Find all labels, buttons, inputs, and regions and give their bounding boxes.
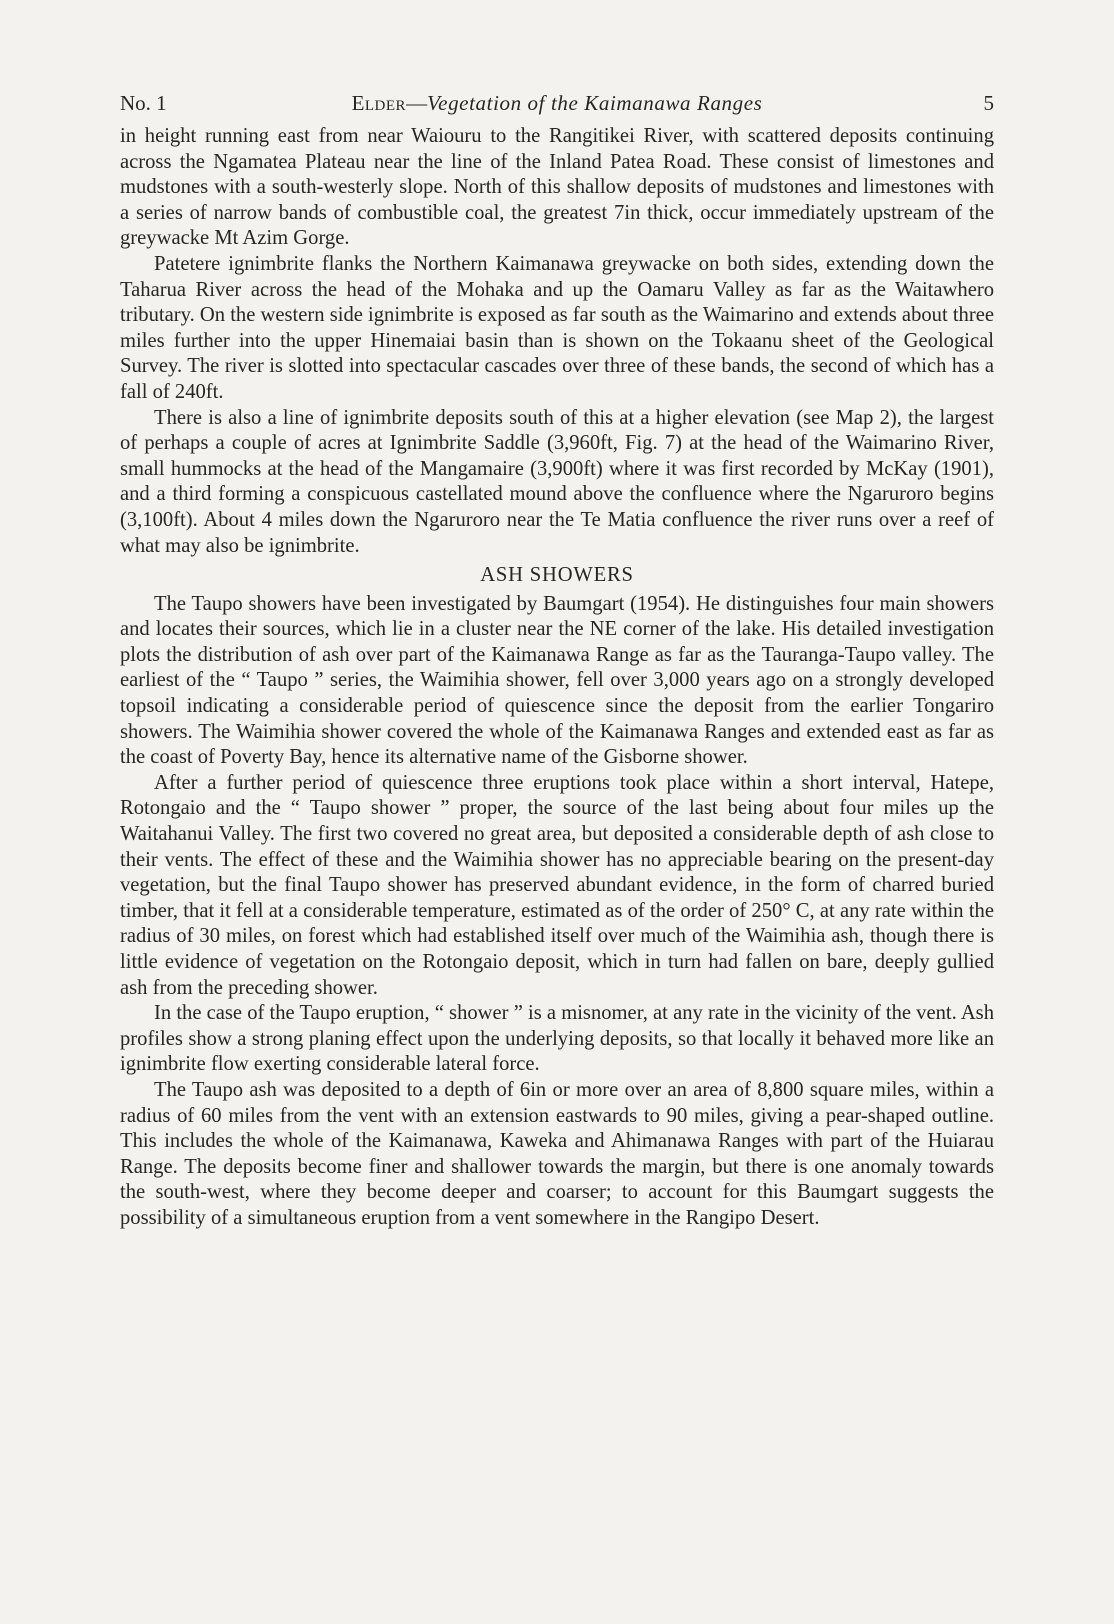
issue-number: No. 1 bbox=[120, 91, 167, 115]
paragraph-ignimbrite-deposits: There is also a line of ignimbrite deposits south of this at a higher elevation (see Map 2), the largest of perhaps a couple of acres at Ignimbrite Saddle (3,960ft, Fig. 7) at the head of the Waimarino River, small hummocks at the head of the Mangamaire (3,900ft) where it was first recorded by McKay (1901), and a third forming a conspicuous castellated mound above the confluence where the Ngaruroro begins (3,100ft). About 4 miles down the Ngaruroro near the Te Matia confluence the river runs over a reef of what may also be ignimbrite. bbox=[120, 406, 994, 557]
running-title bbox=[120, 86, 994, 120]
page-number: 5 bbox=[983, 91, 994, 115]
article-title: Vegetation of the Kaimanawa Ranges bbox=[427, 91, 763, 115]
section-heading-ash-showers: ASH SHOWERS bbox=[480, 564, 634, 587]
paragraph-taupo-eruption: In the case of the Taupo eruption, “ shower ” is a misnomer, at any rate in the vicinity of the vent. Ash profiles show a strong planing effect upon the underlying deposits, so that locally it behaved more like an ignimbrite flow exerting considerable lateral force. bbox=[120, 1002, 994, 1076]
paragraph-continued: in height running east from near Waiouru to the Rangitikei River, with scattered deposits continuing across the Ngamatea Plateau near the line of the Inland Patea Road. These consist of limestones and mudstones with a south-westerly slope. North of this shallow deposits of mudstones and limestones with a series of narrow bands of combustible coal, the greatest 7in thick, occur immediately upstream of the greywacke Mt Azim Gorge. bbox=[120, 125, 994, 250]
journal-page bbox=[120, 86, 994, 1232]
paragraph-patetere-ignimbrite: Patetere ignimbrite flanks the Northern Kaimanawa greywacke on both sides, extending down the Taharua River across the head of the Mohaka and up the Oamaru Valley as far as the Waitawhero tributary. On the western side ignimbrite is exposed as far south as the Waimarino and extends about three miles further into the upper Hinemaiai basin than is shown on the Tokaanu sheet of the Geological Survey. The river is slotted into spectacular cascades over three of these bands, the second of which has a fall of 240ft. bbox=[120, 252, 994, 403]
title-separator: — bbox=[406, 91, 428, 115]
paragraph-taupo-showers: The Taupo showers have been investigated by Baumgart (1954). He distinguishes four main showers and locates their sources, which lie in a cluster near the NE corner of the lake. His detailed investigation plots the distribution of ash over part of the Kaimanawa Range as far as the Tauranga-Taupo valley. The earliest of the “ Taupo ” series, the Waimihia shower, fell over 3,000 years ago on a strongly developed topsoil indicating a considerable period of quiescence since the deposit from the earlier Tongariro showers. The Waimihia shower covered the whole of the Kaimanawa Ranges and extended east as far as the coast of Poverty Bay, hence its alternative name of the Gisborne shower. bbox=[120, 592, 994, 769]
body-text bbox=[120, 124, 994, 1232]
paragraph-three-eruptions: After a further period of quiescence three eruptions took place within a short interval, Hatepe, Rotongaio and the “ Taupo shower ” proper, the source of the last being about four miles up the Waitahanui Valley. The first two covered no great area, but deposited a considerable depth of ash close to their vents. The effect of these and the Waimihia shower has no appreciable bearing on the present-day vegetation, but the final Taupo shower has preserved abundant evidence, in the form of charred buried timber, that it fell at a considerable temperature, estimated as of the order of 250° C, at any rate within the radius of 30 miles, on forest which had established itself over much of the Waimihia ash, though there is little evidence of vegetation on the Rotongaio deposit, which in turn had fallen on bare, deeply gullied ash from the preceding shower. bbox=[120, 771, 994, 999]
running-head bbox=[120, 86, 994, 120]
paragraph-taupo-ash-deposit: The Taupo ash was deposited to a depth of 6in or more over an area of 8,800 square miles, within a radius of 60 miles from the vent with an extension eastwards to 90 miles, giving a pear-shaped outline. This includes the whole of the Kaimanawa, Kaweka and Ahimanawa Ranges with part of the Huiarau Range. The deposits become finer and shallower towards the margin, but there is one anomaly towards the south-west, where they become deeper and coarser; to account for this Baumgart suggests the possibility of a simultaneous eruption from a vent somewhere in the Rangipo Desert. bbox=[120, 1078, 994, 1229]
author-name: Elder bbox=[351, 91, 407, 115]
